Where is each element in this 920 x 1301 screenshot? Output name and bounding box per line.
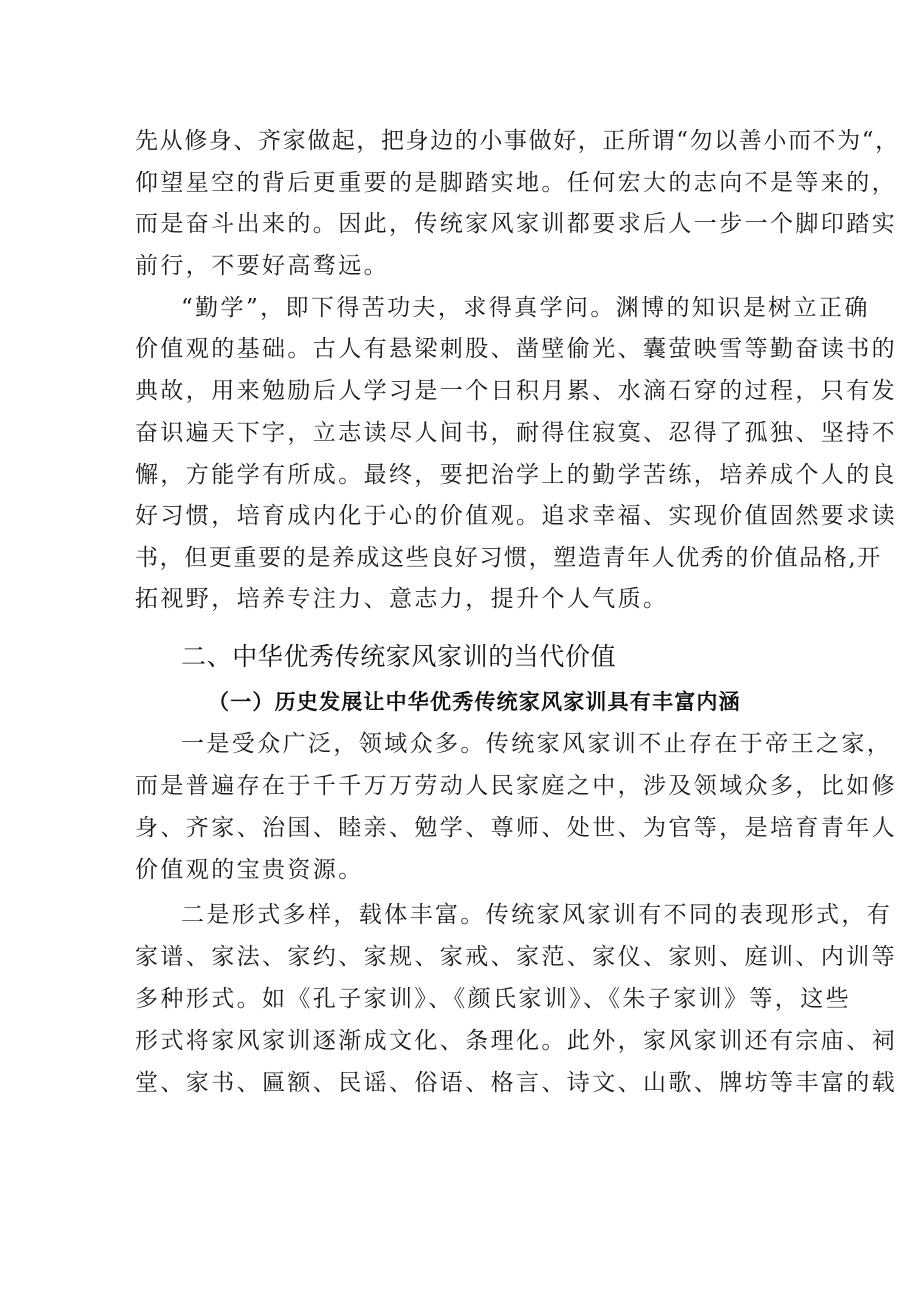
text-line-19: 多种形式。如《孔子家训》、《颜氏家训》、《朱子家训》等，这些 — [135, 986, 851, 1012]
text-line-20: 形式将家风家训逐渐成文化、条理化。此外，家风家训还有宗庙、祠 — [135, 1028, 897, 1054]
text-line-11: 书，但更重要的是养成这些良好习惯，塑造青年人优秀的价值品格,开 — [135, 545, 882, 571]
text-line-6: 价值观的基础。古人有悬梁刺股、凿壁偷光、囊萤映雪等勤奋读书的 — [135, 336, 897, 362]
section-heading: 二、中华优秀传统家风家训的当代价值 — [181, 642, 617, 671]
subsection-heading: （一）历史发展让中华优秀传统家风家训具有丰富内涵 — [208, 690, 741, 714]
text-line-3: 而是奋斗出来的。因此，传统家风家训都要求后人一步一个脚印踏实 — [135, 211, 897, 237]
text-line-16: 价值观的宝贵资源。 — [135, 857, 364, 883]
text-line-7: 典故，用来勉励后人学习是一个日积月累、水滴石穿的过程，只有发 — [135, 378, 897, 404]
text-line-8: 奋识遍天下字，立志读尽人间书，耐得住寂寞、忍得了孤独、坚持不 — [135, 420, 897, 446]
text-line-4: 前行，不要好高骛远。 — [135, 253, 389, 279]
text-line-5: “勤学”，即下得苦功夫，求得真学问。渊博的知识是树立正确 — [181, 295, 870, 321]
text-line-1: 先从修身、齐家做起，把身边的小事做好，正所谓“勿以善小而不为“， — [135, 128, 900, 154]
text-line-12: 拓视野，培养专注力、意志力，提升个人气质。 — [135, 586, 669, 612]
text-line-17: 二是形式多样，载体丰富。传统家风家训有不同的表现形式，有 — [181, 902, 893, 928]
text-line-9: 懈，方能学有所成。最终，要把治学上的勤学苦练，培养成个人的良 — [135, 462, 897, 488]
text-line-14: 而是普遍存在于千千万万劳动人民家庭之中，涉及领域众多，比如修 — [135, 773, 897, 799]
text-line-2: 仰望星空的背后更重要的是脚踏实地。任何宏大的志向不是等来的， — [135, 170, 897, 196]
text-line-18: 家谱、家法、家约、家规、家戒、家范、家仪、家则、庭训、内训等 — [135, 944, 897, 970]
text-line-21: 堂、家书、匾额、民谣、俗语、格言、诗文、山歌、牌坊等丰富的载 — [135, 1070, 897, 1096]
text-line-15: 身、齐家、治国、睦亲、勉学、尊师、处世、为官等，是培育青年人 — [135, 815, 897, 841]
text-line-10: 好习惯，培育成内化于心的价值观。追求幸福、实现价值固然要求读 — [135, 503, 897, 529]
text-line-13: 一是受众广泛，领域众多。传统家风家训不止存在于帝王之家， — [181, 731, 893, 757]
